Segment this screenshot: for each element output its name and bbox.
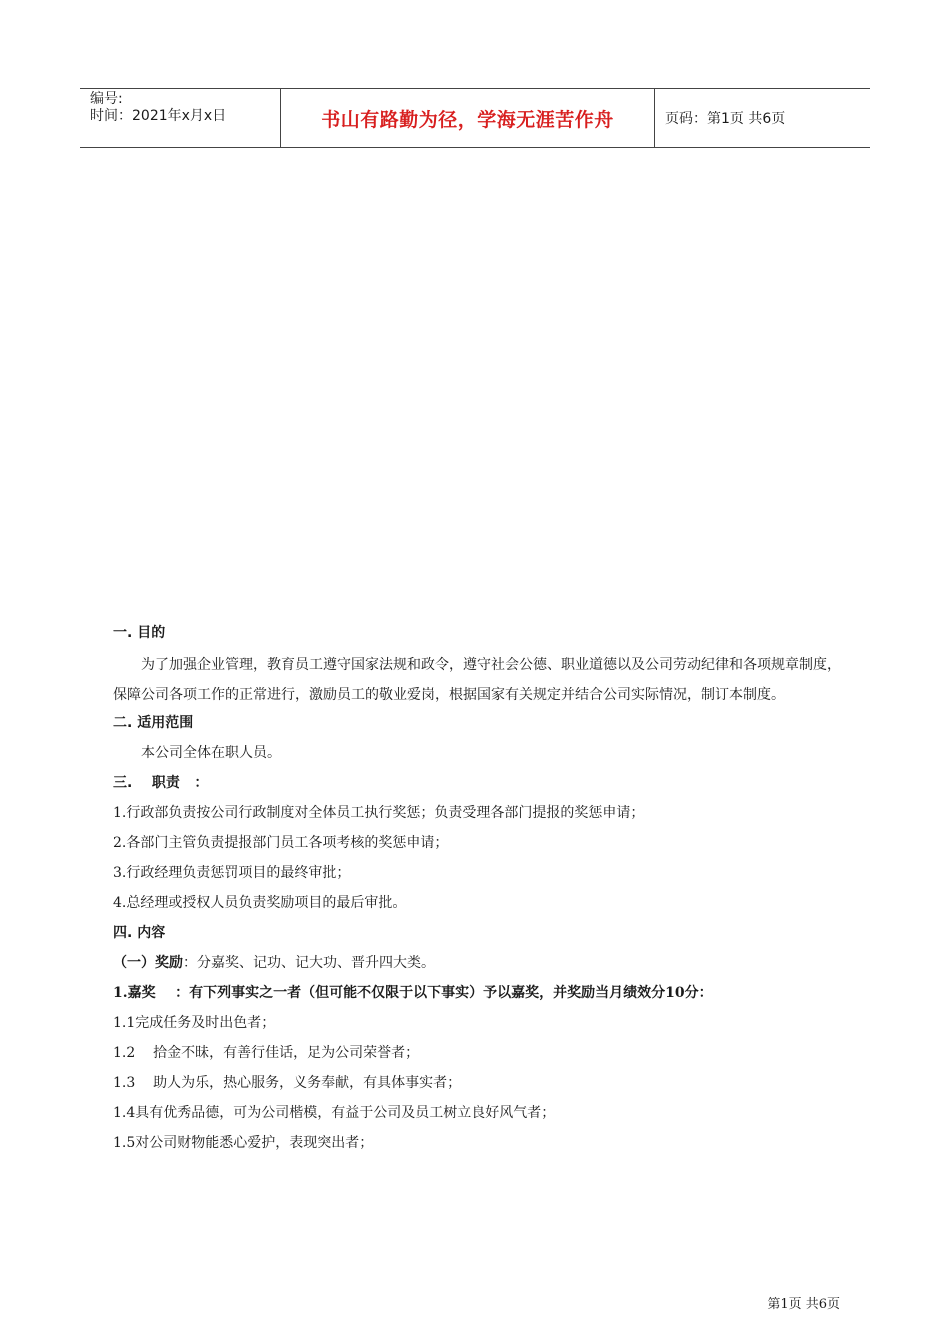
section-title-duties: 三. 职责 ：: [113, 775, 209, 791]
commend-item: 1.2 拾金不昧，有善行佳话，足为公司荣誉者；: [113, 1045, 420, 1061]
number-label: 编号:: [90, 91, 123, 107]
section-title-content: 四. 内容: [113, 925, 166, 941]
commend-item: 1.1完成任务及时出色者；: [113, 1015, 276, 1031]
commend-item: 1.3 助人为乐，热心服务，义务奉献，有具体事实者；: [113, 1075, 462, 1091]
page-footer: 第1页 共6页: [767, 1297, 840, 1312]
duty-item: 4.总经理或授权人员负责奖励项目的最后审批。: [113, 895, 407, 911]
commend-item: 1.4具有优秀品德，可为公司楷模，有益于公司及员工树立良好风气者；: [113, 1105, 556, 1121]
reward-categories: ：分嘉奖、记功、记大功、晋升四大类。: [183, 955, 435, 971]
duty-item: 1.行政部负责按公司行政制度对全体员工执行奖惩；负责受理各部门提报的奖惩申请；: [113, 805, 645, 821]
header-meta: [80, 89, 281, 147]
time-label: 时间：2021年x月x日: [90, 108, 227, 124]
commend-item: 1.5对公司财物能悉心爱护，表现突出者；: [113, 1135, 374, 1151]
document-body: [113, 620, 843, 1160]
scope-text: 本公司全体在职人员。: [141, 745, 281, 761]
duty-item: 3.行政经理负责惩罚项目的最终审批；: [113, 865, 351, 881]
purpose-paragraph: 为了加强企业管理，教育员工遵守国家法规和政令，遵守社会公德、职业道德以及公司劳动纪律和各项规章制度，保障公司各项工作的正常进行，激励员工的敬业爱岗，根据国家有关规定并结合公司实际情况，制订本制度。: [113, 657, 841, 703]
reward-title: （一）奖励: [113, 955, 183, 971]
section-title-purpose: 一. 目的: [113, 625, 166, 641]
header-motto: 书山有路勤为径，学海无涯苦作舟: [281, 89, 655, 147]
reward-subtitle: [113, 950, 843, 980]
section-title-scope: 二. 适用范围: [113, 715, 194, 731]
header-page-info: 页码：第1页 共6页: [665, 111, 786, 127]
duty-item: 2.各部门主管负责提报部门员工各项考核的奖惩申请；: [113, 835, 449, 851]
commend-title: 1.嘉奖 ：有下列事实之一者（但可能不仅限于以下事实）予以嘉奖，并奖励当月绩效分10分：: [113, 985, 713, 1001]
page-header: [80, 88, 870, 148]
